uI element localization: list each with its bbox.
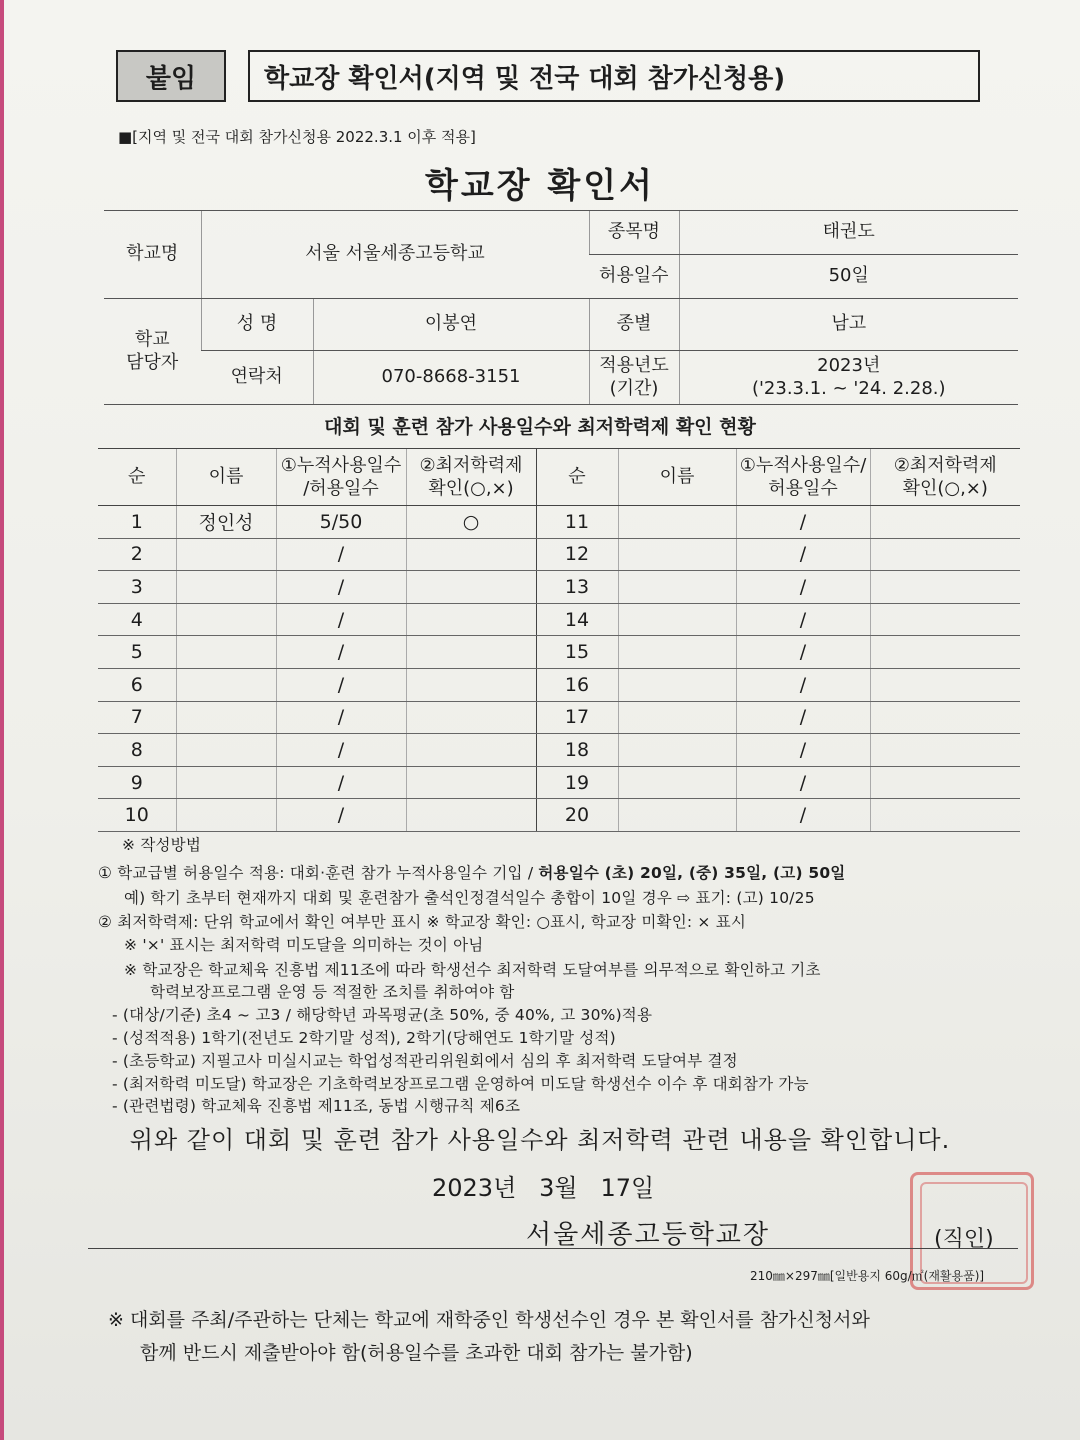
paper-spec: 210㎜×297㎜[일반용지 60g/㎡(재활용품)]: [750, 1269, 985, 1283]
table-row: [98, 538, 1020, 571]
name-value: 이봉연: [313, 299, 589, 351]
table-row: [98, 766, 1020, 799]
row-number-right: 18: [536, 734, 618, 767]
header-minimum-right-line1: ②최저학력제: [893, 454, 997, 476]
table-row: [98, 701, 1020, 734]
header-days-right-line1: ①누적사용일수/: [739, 454, 867, 476]
instruction-line-4: ※ '×' 표시는 최저학력 미도달을 의미하는 것이 아님: [124, 936, 484, 954]
header-days-line2: /허용일수: [303, 478, 379, 499]
instruction-line-1a: ① 학교급별 허용일수 적용: 대회·훈련 참가 누적사용일수 기입 /: [98, 864, 539, 882]
header-days-right: [736, 449, 870, 506]
table-row: [98, 668, 1020, 701]
year-label: [589, 351, 679, 405]
minimum-check: [406, 538, 536, 571]
signer-title: 서울세종고등학교장: [526, 1220, 771, 1250]
days-used-right: /: [736, 799, 870, 832]
athlete-name: [176, 636, 276, 669]
days-used-right: /: [736, 766, 870, 799]
table-row: [98, 506, 1020, 539]
instruction-line-9: - (초등학교) 지필고사 미실시교는 학업성적관리위원회에서 심의 후 최저학력 도달여부 결정: [112, 1052, 738, 1070]
minimum-check: [406, 668, 536, 701]
header-no-right: 순: [536, 449, 618, 506]
days-used: /: [276, 668, 406, 701]
minimum-check-right: [870, 506, 1020, 539]
athlete-name-right: [618, 603, 736, 636]
minimum-check: [406, 766, 536, 799]
minimum-check-right: [870, 766, 1020, 799]
table-row: [98, 734, 1020, 767]
minimum-check-right: [870, 668, 1020, 701]
minimum-check-right: [870, 636, 1020, 669]
header-minimum-right: [870, 449, 1020, 506]
minimum-check: [406, 799, 536, 832]
minimum-check: [406, 701, 536, 734]
athlete-name: 정인성: [176, 506, 276, 539]
contact-label: 연락처: [201, 351, 313, 405]
row-number: 2: [98, 538, 176, 571]
days-used-right: /: [736, 636, 870, 669]
allowed-days-value: 50일: [679, 255, 1018, 299]
athlete-name-right: [618, 701, 736, 734]
row-number-right: 13: [536, 571, 618, 604]
row-number-right: 19: [536, 766, 618, 799]
athlete-name-right: [618, 636, 736, 669]
row-number: 6: [98, 668, 176, 701]
allowed-days-label: 허용일수: [589, 255, 679, 299]
row-number: 3: [98, 571, 176, 604]
days-used: /: [276, 636, 406, 669]
contact-value: 070-8668-3151: [313, 351, 589, 405]
days-used-right: /: [736, 734, 870, 767]
days-used: /: [276, 571, 406, 604]
athlete-name-right: [618, 734, 736, 767]
athlete-name: [176, 603, 276, 636]
minimum-check: ○: [406, 506, 536, 539]
instruction-line-6: 학력보장프로그램 운영 등 적절한 조치를 취하여야 함: [150, 983, 515, 1001]
minimum-check: [406, 571, 536, 604]
minimum-check: [406, 636, 536, 669]
instruction-line-7: - (대상/기준) 초4 ~ 고3 / 해당학년 과목평균(초 50%, 중 40%, 고 30%)적용: [112, 1006, 653, 1024]
days-used: /: [276, 603, 406, 636]
row-number-right: 16: [536, 668, 618, 701]
table-row: [98, 603, 1020, 636]
row-number-right: 15: [536, 636, 618, 669]
header-title: 학교장 확인서(지역 및 전국 대회 참가신청용): [248, 50, 980, 102]
attachment-tag: 붙임: [116, 50, 226, 102]
year-value-line1: 2023년: [817, 355, 881, 376]
event-value: 태권도: [679, 211, 1018, 255]
confirmation-statement: 위와 같이 대회 및 훈련 참가 사용일수와 최저학력 관련 내용을 확인합니다.: [129, 1126, 951, 1154]
manager-label-line1: 학교: [134, 329, 170, 350]
category-label: 종별: [589, 299, 679, 351]
document-title: 학교장 확인서: [425, 166, 655, 206]
row-number-right: 11: [536, 506, 618, 539]
athlete-name: [176, 799, 276, 832]
instruction-line-3: ② 최저학력제: 단위 학교에서 확인 여부만 표시 ※ 학교장 확인: ○표시, 학교장 미확인: × 표시: [98, 913, 747, 931]
instruction-line-8: - (성적적용) 1학기(전년도 2학기말 성적), 2학기(당해연도 1학기말 성적): [112, 1029, 616, 1047]
row-number: 7: [98, 701, 176, 734]
event-label: 종목명: [589, 211, 679, 255]
instruction-line-10: - (최저학력 미도달) 학교장은 기초학력보장프로그램 운영하여 미도달 학생선수 이수 후 대회참가 가능: [112, 1075, 809, 1093]
footer-note-line1: ※ 대회를 주최/주관하는 단체는 학교에 재학중인 학생선수인 경우 본 확인서를 참가신청서와: [108, 1309, 870, 1331]
instruction-line-5: ※ 학교장은 학교체육 진흥법 제11조에 따라 학생선수 최저학력 도달여부를 의무적으로 확인하고 기초: [124, 961, 821, 979]
footer-note-line2: 함께 반드시 제출받아야 함(허용일수를 초과한 대회 참가는 불가함): [140, 1342, 693, 1364]
signing-date: 2023년 3월 17일: [432, 1174, 655, 1202]
athlete-name: [176, 538, 276, 571]
category-value: 남고: [679, 299, 1018, 351]
school-info-table: [104, 210, 1018, 405]
athlete-name-right: [618, 571, 736, 604]
days-used-right: /: [736, 506, 870, 539]
page-edge: [0, 0, 4, 1440]
status-section-title: 대회 및 훈련 참가 사용일수와 최저학력제 확인 현황: [324, 416, 756, 438]
minimum-check: [406, 603, 536, 636]
minimum-check-right: [870, 538, 1020, 571]
instruction-line-1b: 허용일수 (초) 20일, (중) 35일, (고) 50일: [538, 864, 846, 882]
year-label-line1: 적용년도: [599, 355, 669, 376]
table-row: [98, 799, 1020, 832]
days-used-right: /: [736, 668, 870, 701]
row-number: 8: [98, 734, 176, 767]
days-used-right: /: [736, 701, 870, 734]
days-used-right: /: [736, 538, 870, 571]
divider-line: [88, 1248, 1018, 1249]
header-name-right: 이름: [618, 449, 736, 506]
header-days: [276, 449, 406, 506]
name-label: 성 명: [201, 299, 313, 351]
minimum-check-right: [870, 571, 1020, 604]
school-label: 학교명: [104, 211, 201, 299]
days-used: /: [276, 734, 406, 767]
row-number-right: 14: [536, 603, 618, 636]
header-days-right-line2: 허용일수: [768, 478, 838, 499]
manager-label-line2: 담당자: [126, 351, 179, 373]
year-value-line2: ('23.3.1. ~ '24. 2.28.): [751, 377, 946, 399]
days-used: /: [276, 538, 406, 571]
header-name: 이름: [176, 449, 276, 506]
status-table: [98, 448, 1020, 832]
days-used: /: [276, 799, 406, 832]
row-number-right: 12: [536, 538, 618, 571]
header-minimum-right-line2: 확인(○,×): [902, 478, 988, 499]
instruction-line-11: - (관련법령) 학교체육 진흥법 제11조, 동법 시행규칙 제6조: [112, 1097, 521, 1115]
days-used-right: /: [736, 571, 870, 604]
minimum-check-right: [870, 701, 1020, 734]
applicability-note: ■[지역 및 전국 대회 참가신청용 2022.3.1 이후 적용]: [118, 128, 476, 146]
athlete-name-right: [618, 799, 736, 832]
minimum-check-right: [870, 603, 1020, 636]
row-number-right: 20: [536, 799, 618, 832]
minimum-check-right: [870, 734, 1020, 767]
seal-label: (직인): [934, 1227, 994, 1252]
header-minimum-line2: 확인(○,×): [428, 478, 514, 499]
row-number: 5: [98, 636, 176, 669]
days-used: /: [276, 766, 406, 799]
header-no: 순: [98, 449, 176, 506]
athlete-name-right: [618, 538, 736, 571]
row-number: 1: [98, 506, 176, 539]
instruction-line-1: [98, 861, 845, 883]
athlete-name-right: [618, 668, 736, 701]
athlete-name-right: [618, 506, 736, 539]
row-number: 10: [98, 799, 176, 832]
table-row: [98, 571, 1020, 604]
year-label-line2: (기간): [609, 377, 659, 399]
instruction-line-2: 예) 학기 초부터 현재까지 대회 및 훈련참가 출석인정결석일수 총합이 10일 경우 ⇨ 표기: (고) 10/25: [124, 889, 815, 907]
header-minimum: [406, 449, 536, 506]
table-row: [98, 636, 1020, 669]
athlete-name: [176, 701, 276, 734]
athlete-name: [176, 766, 276, 799]
athlete-name-right: [618, 766, 736, 799]
row-number: 4: [98, 603, 176, 636]
athlete-name: [176, 571, 276, 604]
header-days-line1: ①누적사용일수: [280, 454, 402, 476]
athlete-name: [176, 668, 276, 701]
days-used-right: /: [736, 603, 870, 636]
minimum-check-right: [870, 799, 1020, 832]
athlete-name: [176, 734, 276, 767]
minimum-check: [406, 734, 536, 767]
row-number-right: 17: [536, 701, 618, 734]
manager-label: [104, 299, 201, 405]
row-number: 9: [98, 766, 176, 799]
header-minimum-line1: ②최저학력제: [419, 454, 523, 476]
days-used: 5/50: [276, 506, 406, 539]
days-used: /: [276, 701, 406, 734]
year-value: [679, 351, 1018, 405]
instructions-heading: ※ 작성방법: [122, 836, 202, 854]
school-value: 서울 서울세종고등학교: [201, 211, 589, 299]
